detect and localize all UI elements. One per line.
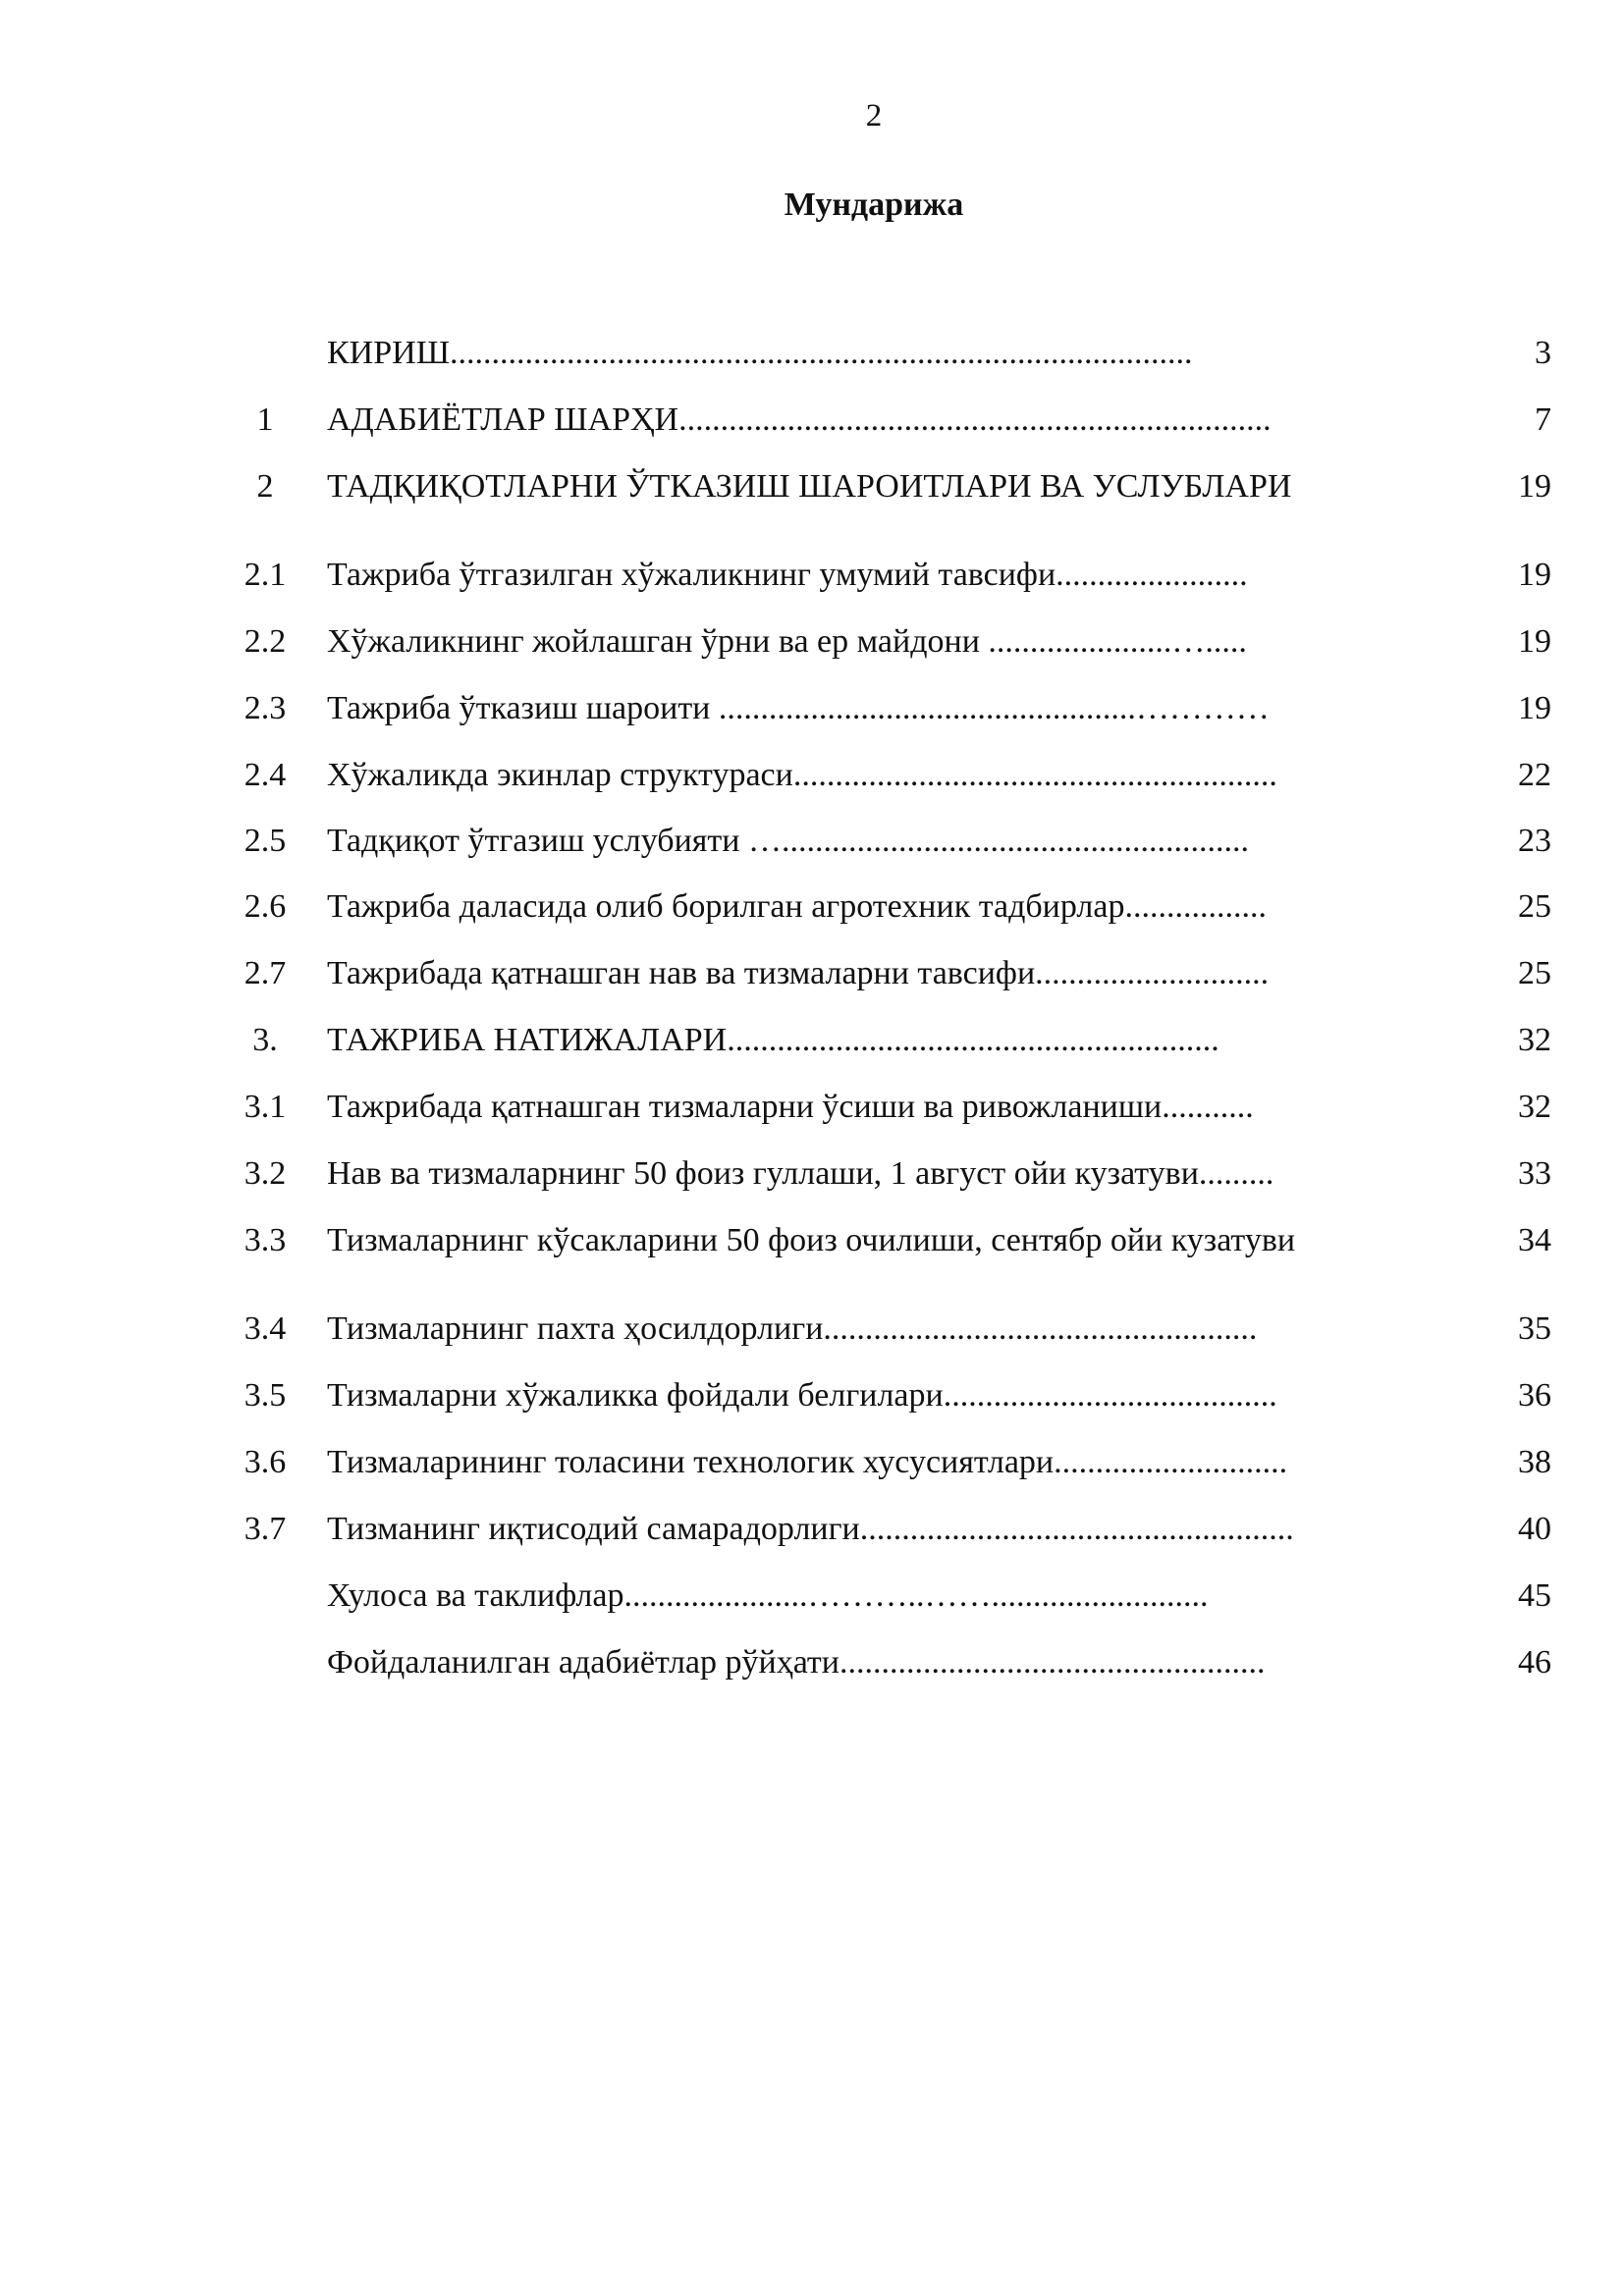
toc-row bbox=[0, 1306, 1624, 1353]
toc-title: Тизмаларининг толасини технологик хусусиятлари............................ bbox=[327, 1444, 1288, 1480]
toc-number: 3.1 bbox=[244, 1089, 287, 1125]
toc-title: Тадқиқот ўтгазиш услубияти …........................................................ bbox=[327, 823, 1249, 859]
toc-title: АДАБИЁТЛАР ШАРҲИ....................................................................... bbox=[327, 401, 1272, 438]
toc-row bbox=[0, 818, 1624, 865]
toc-title: Хўжаликда экинлар структураси.......................................................... bbox=[327, 757, 1277, 793]
toc-title: Тизмаларнинг пахта ҳосилдорлиги.................................................... bbox=[327, 1310, 1258, 1347]
toc-row bbox=[0, 397, 1624, 444]
toc-page: 33 bbox=[1518, 1155, 1551, 1192]
toc-row bbox=[0, 552, 1624, 599]
toc-row bbox=[0, 752, 1624, 799]
toc-row bbox=[0, 1017, 1624, 1064]
toc-number: 3.7 bbox=[244, 1511, 287, 1547]
toc-number: 2 bbox=[256, 468, 274, 505]
toc-number: 2.1 bbox=[244, 557, 287, 593]
toc-page: 34 bbox=[1518, 1222, 1551, 1258]
toc-row bbox=[0, 1573, 1624, 1620]
toc-title: Фойдаланилган адабиётлар рўйҳати................................................... bbox=[327, 1644, 1266, 1681]
toc-row bbox=[0, 1084, 1624, 1131]
toc-number: 3.6 bbox=[244, 1444, 287, 1480]
toc-number: 3.4 bbox=[244, 1310, 287, 1347]
toc-page: 25 bbox=[1518, 888, 1551, 925]
toc-number: 2.7 bbox=[244, 955, 287, 991]
toc-page: 40 bbox=[1518, 1511, 1551, 1547]
toc-number: 1 bbox=[256, 401, 274, 438]
toc-title: Тизмаларнинг кўсакларини 50 фоиз очилиши, сентябр ойи кузатуви bbox=[327, 1222, 1296, 1258]
toc-title: Тажрибада қатнашган тизмаларни ўсиши ва ривожланиши........... bbox=[327, 1089, 1254, 1125]
toc-page: 3 bbox=[1535, 335, 1551, 371]
toc-row bbox=[0, 463, 1624, 510]
toc-row bbox=[0, 1217, 1624, 1264]
toc-title: Тажриба ўтгазилган хўжаликнинг умумий тавсифи....................... bbox=[327, 557, 1248, 593]
toc-page: 32 bbox=[1518, 1089, 1551, 1125]
toc-row bbox=[0, 1150, 1624, 1198]
toc-title: Тажриба даласида олиб борилган агротехник тадбирлар................. bbox=[327, 888, 1267, 925]
toc-number: 2.5 bbox=[244, 823, 287, 859]
toc-row bbox=[0, 685, 1624, 732]
toc-number: 3.2 bbox=[244, 1155, 287, 1192]
toc-page: 19 bbox=[1518, 468, 1551, 505]
toc-row bbox=[0, 950, 1624, 997]
toc-row bbox=[0, 618, 1624, 666]
toc-page: 45 bbox=[1518, 1577, 1551, 1614]
toc-title: Хулоса ва таклифлар......................………..…….......................... bbox=[327, 1577, 1209, 1614]
page-title: Мундарижа bbox=[784, 187, 964, 223]
toc-title: Хўжаликнинг жойлашган ўрни ва ер майдони ......................…..... bbox=[327, 623, 1247, 660]
toc-number: 2.3 bbox=[244, 690, 287, 726]
toc-title: Тажриба ўтказиш шароити ..................................................………… bbox=[327, 690, 1270, 726]
toc-page: 22 bbox=[1518, 757, 1551, 793]
toc-row bbox=[0, 1372, 1624, 1419]
toc-page: 23 bbox=[1518, 823, 1551, 859]
toc-number: 2.4 bbox=[244, 757, 287, 793]
toc-page: 36 bbox=[1518, 1377, 1551, 1414]
toc-title: Нав ва тизмаларнинг 50 фоиз гуллаши, 1 август ойи кузатуви......... bbox=[327, 1155, 1274, 1192]
toc-row bbox=[0, 883, 1624, 931]
toc-number: 2.2 bbox=[244, 623, 287, 660]
toc-page: 7 bbox=[1535, 401, 1551, 438]
toc-title: ТАЖРИБА НАТИЖАЛАРИ........................................................... bbox=[327, 1022, 1219, 1058]
toc-title: Тизманинг иқтисодий самарадорлиги.................................................... bbox=[327, 1511, 1294, 1547]
toc-page: 38 bbox=[1518, 1444, 1551, 1480]
toc-row bbox=[0, 330, 1624, 377]
toc-number: 2.6 bbox=[244, 888, 287, 925]
toc-title: Тизмаларни хўжаликка фойдали белгилари........................................ bbox=[327, 1377, 1277, 1414]
toc-row bbox=[0, 1506, 1624, 1553]
toc-title: КИРИШ......................................................................................... bbox=[327, 335, 1193, 371]
toc-number: 3.3 bbox=[244, 1222, 287, 1258]
toc-title: ТАДҚИҚОТЛАРНИ ЎТКАЗИШ ШАРОИТЛАРИ ВА УСЛУБЛАРИ bbox=[327, 468, 1292, 505]
toc-page: 32 bbox=[1518, 1022, 1551, 1058]
toc-title: Тажрибада қатнашган нав ва тизмаларни тавсифи............................ bbox=[327, 955, 1270, 991]
toc-page: 19 bbox=[1518, 557, 1551, 593]
toc-page: 19 bbox=[1518, 623, 1551, 660]
toc-page: 25 bbox=[1518, 955, 1551, 991]
toc-page: 46 bbox=[1518, 1644, 1551, 1681]
toc-page: 35 bbox=[1518, 1310, 1551, 1347]
toc-row bbox=[0, 1439, 1624, 1486]
toc-page: 19 bbox=[1518, 690, 1551, 726]
page-number: 2 bbox=[865, 98, 883, 133]
toc-number: 3. bbox=[252, 1022, 278, 1058]
toc-row bbox=[0, 1639, 1624, 1686]
toc-number: 3.5 bbox=[244, 1377, 287, 1414]
